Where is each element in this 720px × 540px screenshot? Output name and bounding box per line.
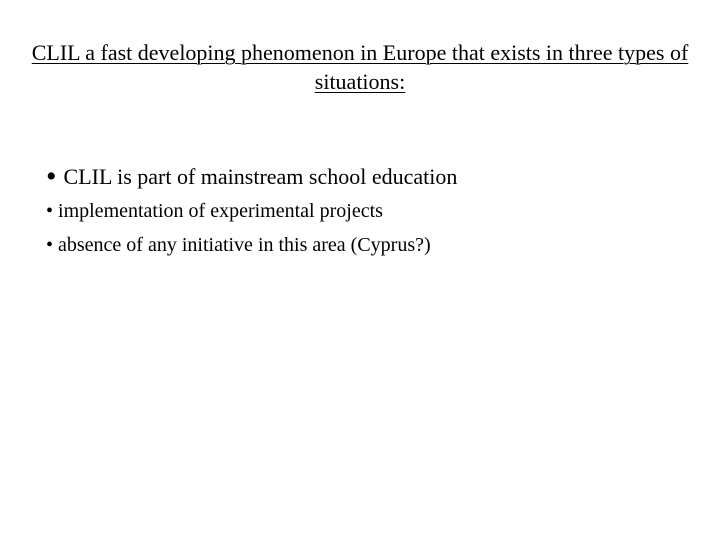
bullet-item <box>46 228 686 262</box>
bullet-list <box>46 160 686 262</box>
bullet-item <box>46 194 686 228</box>
bullet-marker: • <box>46 234 54 256</box>
bullet-marker: • <box>46 200 54 222</box>
bullet-item <box>46 160 686 194</box>
bullet-marker: • <box>46 160 57 193</box>
bullet-text: implementation of experimental projects <box>58 200 383 222</box>
bullet-text: absence of any initiative in this area (Cyprus?) <box>58 234 431 256</box>
bullet-text: CLIL is part of mainstream school education <box>63 164 458 189</box>
slide-title: CLIL a fast developing phenomenon in Europe that exists in three types of situations: <box>31 40 689 94</box>
